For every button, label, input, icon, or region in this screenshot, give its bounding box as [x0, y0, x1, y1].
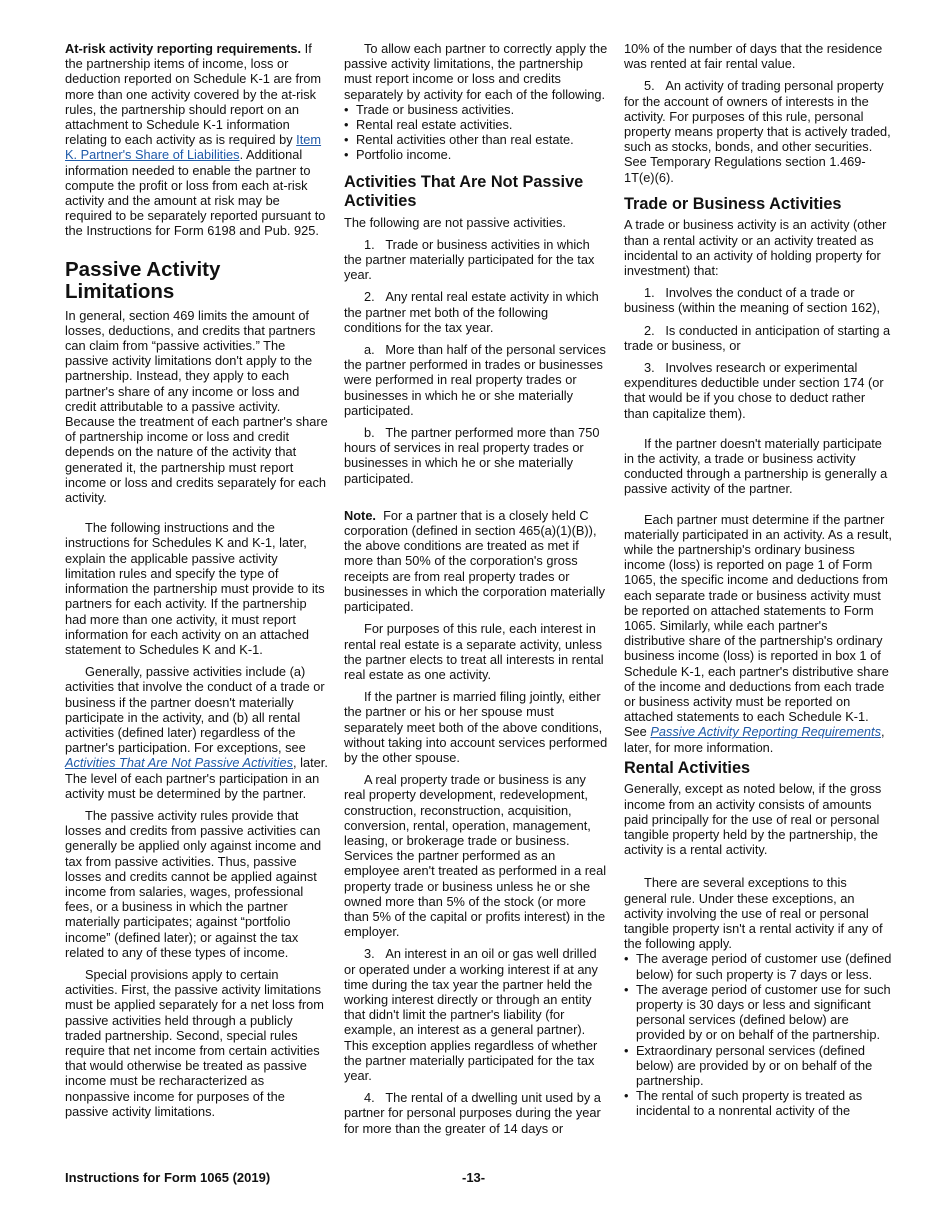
list-item: • Rental activities other than real estate. — [344, 132, 574, 148]
activities-not-passive-link[interactable]: Activities That Are Not Passive Activities — [65, 755, 294, 771]
column-1 — [65, 41, 330, 1119]
bullet-icon: • — [624, 1088, 629, 1104]
paragraph: A trade or business activity is an activity (other than a rental activity or an activity treated as incidental to an activity of holding property for investment) that: — [624, 217, 887, 278]
list-item: 1. Trade or business activities in which the partner materially participated for the tax year. — [344, 236, 595, 283]
paragraph: Each partner must determine if the partner materially participated in an activity. As a result, while the partnership's ordinary business income (loss) is reported on page 1 of Form 1065, the specific income and deductions from each separate trade or business activity must be reported on attached statements to Form 1065. Similarly, while each partner's distributive share of the partnership's ordinary business income (loss) is reported in box 1 of Schedule K-1, each partner's distributive share of the income and deductions from each trade or business activity must be reported on attached statements to each Schedule K-1. See Passive Activity Reporting Requirements, later, for more information. — [624, 511, 892, 755]
bullet-icon: • — [344, 132, 349, 148]
list-item: b. The partner performed more than 750 hours of services in real property trades or businesses in which he or she materially participated. — [344, 425, 600, 486]
list-item: 5. An activity of trading personal property for the account of owners of interests in the activity. For purposes of this rule, personal property means property that is actively traded, such as stocks, bonds, and other securities. See Temporary Regulations section 1.469-1T(e)(6). — [624, 78, 891, 185]
paragraph: The passive activity rules provide that losses and credits from passive activities can generally be applied only against income and tax from passive activities. Thus, passive losses and credits cannot be applied against income from salaries, wages, professional fees, or a business in which the partner materially participates; against “portfolio income” (defined later); or against the tax related to any of these types of income. — [65, 807, 322, 960]
list-item: • Trade or business activities. — [344, 101, 515, 117]
list-item: a. More than half of the personal services the partner performed in trades or businesses were performed in real property trades or businesses in which he or she materially participated. — [344, 342, 606, 418]
paragraph: If the partner doesn't materially participate in the activity, a trade or business activity conducted through a partnership is generally a passive activity of the partner. — [624, 435, 888, 497]
paragraph: For purposes of this rule, each interest in rental real estate is a separate activity, unless the partner elects to treat all interests in rental real estate as one activity. — [344, 621, 604, 682]
paragraph: The following instructions and the instructions for Schedules K and K-1, later, explain the applicable passive activity limitation rules and specify the type of information the partnership must provide to its partners for each activity. If the partnership had more than one activity, it must report information for each activity on an attached statement to Schedules K and K-1. — [65, 520, 325, 657]
exception-list — [624, 951, 892, 1118]
list-item: • Rental real estate activities. — [344, 117, 513, 133]
bullet-icon: • — [344, 117, 349, 133]
list-item: • The average period of customer use (defined below) for such property is 7 days or less. — [624, 951, 892, 982]
bullet-icon: • — [624, 981, 629, 997]
section-heading-passive-activity-limitations: Passive Activity Limitations — [65, 257, 221, 303]
section-heading-trade-or-business: Trade or Business Activities — [624, 194, 842, 213]
note-label: Note. — [344, 507, 376, 523]
bullet-icon: • — [344, 147, 349, 163]
section-heading-activities-not-passive: Activities That Are Not Passive Activities — [344, 172, 584, 211]
item-k-link[interactable]: Item K. Partner's Share of Liabilities — [65, 132, 322, 163]
list-item: 3. Involves research or experimental expenditures deductible under section 174 (or that would be if you chose to deduct rather than capitalize them). — [624, 359, 884, 421]
paragraph: The following are not passive activities. — [344, 214, 566, 230]
paragraph: To allow each partner to correctly apply the passive activity limitations, the partnership must report income or loss and credits separately by activity for each of the following. — [344, 41, 608, 102]
paragraph: A real property trade or business is any real property development, redevelopment, construction, reconstruction, acquisition, conversion, rental, operation, management, leasing, or brokerage trade or business. Services the partner performed as an employee aren't treated as performed in a real property trade or business unless he or she owned more than 5% of the stock (or more than 5% of the capital or profits interest) in the employer. — [344, 772, 607, 940]
bullet-icon: • — [624, 1042, 629, 1058]
paragraph: Generally, passive activities include (a) activities that involve the conduct of a trade or business if the partner doesn't materially participate in the activity, and (b) all rental activities (defined later) regardless of the partner's participation. For exceptions, see Activities That Are Not Passive Activities, later. The level of each partner's participation in an activity must be determined by the partner. — [65, 664, 328, 801]
passive-reporting-link[interactable]: Passive Activity Reporting Requirements — [650, 724, 882, 740]
activity-list — [344, 102, 609, 163]
page-number: -13- — [462, 1170, 486, 1185]
paragraph: 10% of the number of days that the residence was rented at fair rental value. — [624, 41, 883, 72]
list-item: 3. An interest in an oil or gas well drilled or operated under a working interest if at any time during the tax year the partner held the working interest directly or through an entity that didn't limit the partner's liability (for example, an interest as a general partner). This exception applies regardless of whether the partner materially participated for the tax year. — [344, 946, 598, 1083]
list-item: • The average period of customer use for such property is 30 days or less and significant personal services (defined below) are provided by or on behalf of the partnership. — [624, 981, 891, 1043]
list-item: • The rental of such property is treated as incidental to a nonrental activity of the — [624, 1088, 863, 1119]
paragraph: If the partner is married filing jointly, either the partner or his or her spouse must separately meet both of the above conditions, without taking into account services performed by the other spouse. — [344, 689, 608, 765]
bullet-icon: • — [624, 951, 629, 967]
list-item: 2. Is conducted in anticipation of starting a trade or business, or — [624, 322, 891, 353]
list-item: 4. The rental of a dwelling unit used by a partner for personal purposes during the year for more than the greater of 14 days or — [344, 1090, 601, 1136]
list-item: • Portfolio income. — [344, 147, 452, 163]
column-3 — [624, 41, 892, 1119]
atrisk-paragraph: At-risk activity reporting requirements. If the partnership items of income, loss or deduction reported on Schedule K-1 are from more than one activity covered by the at-risk rules, the partnership should report on an attachment to Schedule K-1 information relating to each activity as is required by Item K. Partner's Share of Liabilities. Additional information needed to enable the partner to compute the profit or loss from each at-risk activity and the amount at risk may be required to be separately reported pursuant to the Instructions for Form 6198 and Pub. 925. — [65, 41, 326, 239]
list-item: 1. Involves the conduct of a trade or business (within the meaning of section 162), — [624, 285, 881, 316]
bullet-icon: • — [344, 101, 349, 117]
atrisk-heading: At-risk activity reporting requirements. — [65, 41, 302, 56]
paragraph: In general, section 469 limits the amount of losses, deductions, and credits that partners can claim from “passive activities.” The passive activity limitations don't apply to the partnership. Instead, they apply to each partner's share of any income or loss and credit attributable to a passive activity. Because the treatment of each partner's share of partnership income or loss and credit depends on the nature of the activity that generated it, the partnership must report income or loss and credits separately for each activity. — [65, 307, 328, 506]
paragraph: Generally, except as noted below, if the gross income from an activity consists of amounts paid principally for the use of real or personal tangible property held by the partnership, the activity is a rental activity. — [624, 781, 882, 858]
footer-title: Instructions for Form 1065 (2019) — [65, 1170, 271, 1185]
note-paragraph: Note. For a partner that is a closely held C corporation (defined in section 465(a)(1)(B)), the above conditions are treated as met if more than 50% of the corporation's gross receipts are from real property trades or businesses in which the corporation materially participated. — [344, 507, 606, 615]
column-2 — [344, 41, 609, 1136]
list-item: • Extraordinary personal services (defined below) are provided by or on behalf of the partnership. — [624, 1042, 873, 1088]
paragraph: Special provisions apply to certain activities. First, the passive activity limitations must be applied separately for a net loss from passive activities held through a publicly traded partnership. Second, special rules require that net income from certain activities that would otherwise be treated as passive income must be recharacterized as nonpassive income for purposes of the passive activity limitations. — [65, 966, 324, 1119]
section-heading-rental-activities: Rental Activities — [624, 758, 751, 777]
list-item: 2. Any rental real estate activity in which the partner met both of the following conditions for the tax year. — [344, 289, 599, 335]
paragraph: There are several exceptions to this general rule. Under these exceptions, an activity involving the use of real or personal tangible property isn't a rental activity if any of the following apply. — [624, 875, 883, 952]
